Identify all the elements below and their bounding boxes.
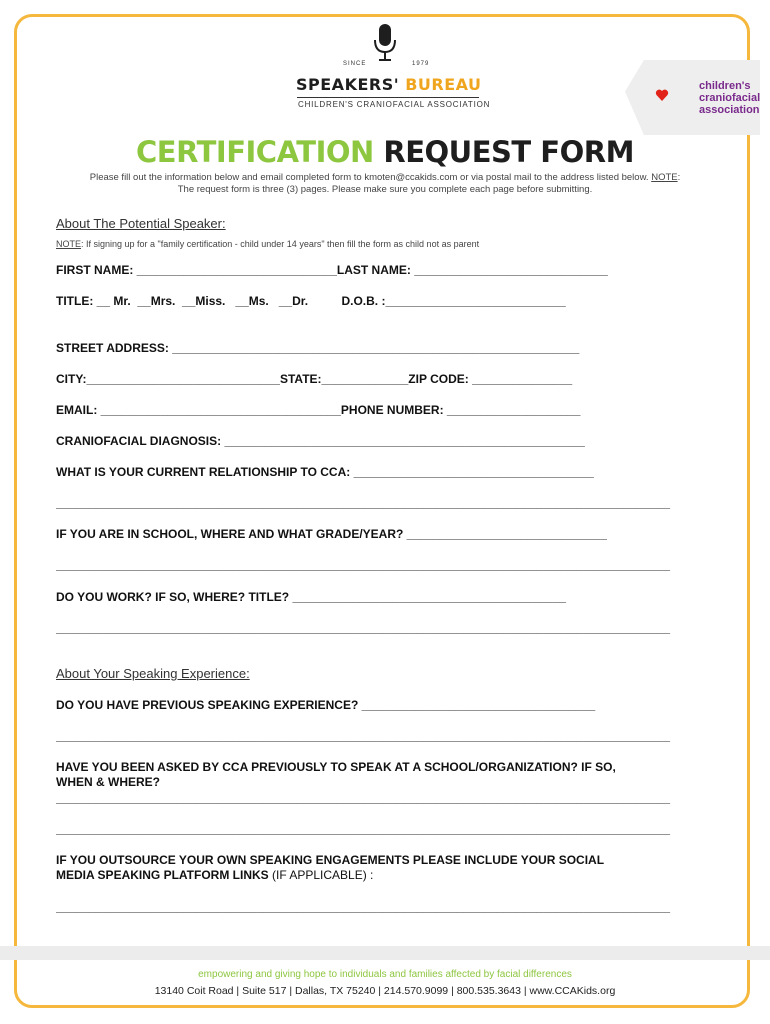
cca-logo-text [699,80,760,116]
microphone-icon [370,24,400,62]
brand-part2: BUREAU [405,75,482,94]
logo-line-2: craniofacial [699,92,761,104]
intro-text: Please fill out the information below and email completed form to kmoten@ccakids.com or via postal mail to the address listed below. [89,172,649,183]
intro-note: NOTE [651,172,678,183]
asked-question-line-2: WHEN & WHERE? [56,775,160,789]
family-note [56,239,479,249]
school-field[interactable]: IF YOU ARE IN SCHOOL, WHERE AND WHAT GRADE/YEAR? ______________________________ [56,527,607,541]
intro-line-1 [30,172,740,184]
speakers-bureau-logo [296,75,482,94]
note-text: : If signing up for a "family certification - child under 14 years" then fill the form as child not as parent [81,239,480,249]
asked-blank-line-2[interactable]: ____________________________________________________________________________________________ [56,822,670,836]
logo-line-3: association [699,104,760,116]
intro-line-2: The request form is three (3) pages. Please make sure you complete each page before submitting. [177,184,593,195]
email-phone-fields[interactable]: EMAIL: ____________________________________PHONE NUMBER: ____________________ [56,403,581,417]
brand-part1: SPEAKERS' [296,75,400,94]
form-title [0,135,770,169]
outsource-bold: MEDIA SPEAKING PLATFORM LINKS [56,868,269,882]
diagnosis-field[interactable]: CRANIOFACIAL DIAGNOSIS: ______________________________________________________ [56,434,585,448]
title-part2: REQUEST FORM [383,135,634,169]
since-year: 1979 [412,61,430,67]
heart-icon [655,88,669,102]
previous-experience-field[interactable]: DO YOU HAVE PREVIOUS SPEAKING EXPERIENCE? ___________________________________ [56,698,596,712]
relationship-field[interactable]: WHAT IS YOUR CURRENT RELATIONSHIP TO CCA: ____________________________________ [56,465,594,479]
school-blank-line[interactable]: ____________________________________________________________________________________________ [56,558,670,572]
work-blank-line[interactable]: ____________________________________________________________________________________________ [56,621,670,635]
footer-band [0,946,770,960]
footer-tagline: empowering and giving hope to individuals and families affected by facial differences [198,969,572,980]
city-state-zip-fields[interactable]: CITY:_____________________________STATE:_____________ZIP CODE: _______________ [56,372,573,386]
intro-colon: : [677,172,681,183]
logo-divider [297,97,479,98]
logo-line-1: children's [699,80,751,92]
street-address-field[interactable]: STREET ADDRESS: _____________________________________________________________ [56,341,580,355]
brand-subtitle: CHILDREN'S CRANIOFACIAL ASSOCIATION [298,100,491,109]
outsource-question-line-2 [56,868,373,882]
title-dob-fields[interactable]: TITLE: __ Mr. __Mrs. __Miss. __Ms. __Dr. D.O.B. :___________________________ [56,294,566,308]
asked-question-line-1: HAVE YOU BEEN ASKED BY CCA PREVIOUSLY TO SPEAK AT A SCHOOL/ORGANIZATION? IF SO, [56,760,616,774]
name-fields[interactable]: FIRST NAME: ______________________________LAST NAME: _____________________________ [56,263,608,277]
outsource-light: (IF APPLICABLE) : [268,868,374,882]
outsource-question-line-1: IF YOU OUTSOURCE YOUR OWN SPEAKING ENGAGEMENTS PLEASE INCLUDE YOUR SOCIAL [56,853,605,867]
footer-address: 13140 Coit Road | Suite 517 | Dallas, TX 75240 | 214.570.9099 | 800.535.3643 | www.CCAKids.org [154,985,616,997]
work-field[interactable]: DO YOU WORK? IF SO, WHERE? TITLE? _________________________________________ [56,590,567,604]
section-heading-speaker: About The Potential Speaker: [56,216,226,231]
since-label: SINCE [343,61,367,67]
asked-blank-line-1[interactable]: ____________________________________________________________________________________________ [56,791,670,805]
title-part1: CERTIFICATION [136,135,374,169]
experience-blank-line[interactable]: ____________________________________________________________________________________________ [56,729,670,743]
section-heading-experience: About Your Speaking Experience: [56,666,250,681]
note-label: NOTE [56,239,82,249]
cca-logo [625,60,760,135]
relationship-blank-line[interactable]: ____________________________________________________________________________________________ [56,496,670,510]
outsource-blank-line[interactable]: ____________________________________________________________________________________________ [56,900,670,914]
